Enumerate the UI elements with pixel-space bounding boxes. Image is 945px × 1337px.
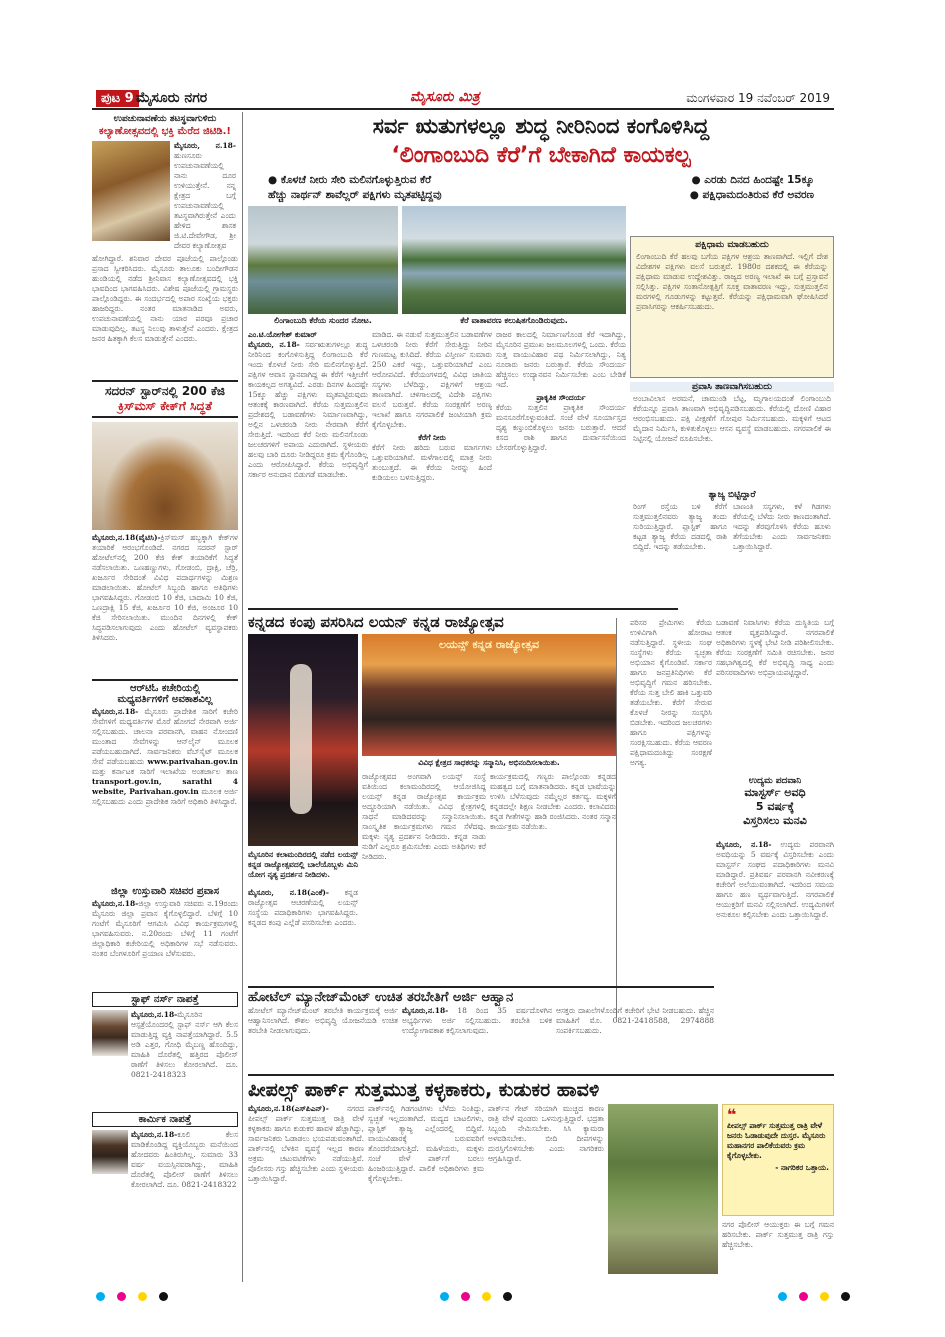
story1-headline: ಕಲ್ಯಾಣೋತ್ಸವದಲ್ಲಿ ಭಕ್ತಿ ಮೆರೆದ ಜಿಟಿಡಿ.! — [99, 126, 231, 137]
right-headline-a: ಮಾಸ್ಟರ್ಸ್ ಅವಧಿ — [744, 786, 806, 799]
lead-bullet-1: ಕೊಳಚೆ ನೀರು ಸೇರಿ ಮಲಿನಗೊಳ್ಳುತ್ತಿರುವ ಕೆರೆ — [280, 174, 432, 186]
lions-banner: ಲಯನ್ಸ್ ಕನ್ನಡ ರಾಜ್ಯೋತ್ಸವ — [438, 638, 540, 651]
sidebar-heading-2: ಪ್ರವಾಸಿ ತಾಣವಾಗಿಸಬಹುದು — [630, 382, 834, 392]
story4-dateline: ಮೈಸೂರು,ನ.18- — [92, 899, 139, 908]
story5-dateline: ಮೈಸೂರು,ನ.18- — [131, 1010, 178, 1019]
lead-bullet-3: ಹೆಚ್ಚು ನಾರ್ಥನ್ ಶಾವೆಲ್ಲರ್ ಪಕ್ಷಿಗಳು ಮೃತಪಟ್ಟಿದ್ದವು — [268, 189, 442, 201]
story2-headline-b: ಕ್ರಿಸ್‌ಮಸ್ ಕೇಕ್‌ಗೆ ಸಿದ್ಧತೆ — [118, 399, 212, 413]
lead-story: ಸರ್ವ ಋತುಗಳಲ್ಲೂ ಶುದ್ಧ ನೀರಿನಿಂದ ಕಂಗೊಳಿಸಿದ್ದ ‘ಲಿಂಗಾಂಬುದಿ ಕೆರೆ’ಗೆ ಬೇಕಾಗಿದೆ ಕಾಯಕಲ್ಪ ● ಕೊಳಚೆ ನೀರು ಸೇರಿ ಮಲಿನಗೊಳ್ಳುತ್ತಿರುವ ಕೆರೆ ● ಎರಡು ದಿನದ ಹಿಂದಷ್ಟೇ 15ಕ್ಕೂ ಹೆಚ್ಚು ನಾರ್ಥನ್ ಶಾವೆಲ್ಲರ್ ಪಕ್ಷಿಗಳು ಮೃತಪಟ್ಟಿದ್ದವು ● ಪಕ್ಷಿಧಾಮದಂತಿರುವ ಕೆರೆ ಅವರಣ — [248, 114, 834, 202]
issue-date: ಮಂಗಳವಾರ 19 ನವೆಂಬರ್ 2019 — [686, 91, 830, 105]
lions-group-photo — [362, 634, 616, 756]
dancer-figure — [290, 664, 312, 814]
kalyanotsava-photo — [92, 141, 170, 241]
christmas-cake-photo — [92, 422, 238, 530]
yellow-dot — [138, 1292, 147, 1301]
rajyotsava-dateline: ಮೈಸೂರು, ನ.18(ಎಂಕೆ)- — [248, 888, 330, 897]
hotel-headline: ಹೋಟೆಲ್ ಮ್ಯಾನೇಜ್‌ಮೆಂಟ್ ಉಚಿತ ತರಬೇತಿಗೆ ಅರ್ಜಿ ಆಹ್ವಾನ — [248, 986, 714, 1005]
lead-bullet-2: ಎರಡು ದಿನದ ಹಿಂದಷ್ಟೇ 15ಕ್ಕೂ — [704, 174, 814, 186]
lead-dateline: ಮೈಸೂರು, ನ.18- — [248, 340, 300, 349]
story1-kicker: ಉಪಚುನಾವಣೆಯ ತಟಸ್ಥವಾಗುಳಿದು — [113, 114, 217, 124]
registration-marks-right — [778, 1292, 850, 1301]
story2-dateline: ಮೈಸೂರು,ನ.18(ವೈಟಿಸಿ)- — [92, 533, 161, 542]
pull-quote: ಪೀಪಲ್ಸ್ ಪಾರ್ಕ್ ಸುತ್ತಮುತ್ತ ರಾತ್ರಿ ವೇಳೆ ಜನರು ಓಡಾಡುವುದೇ ದುಸ್ತರ. ಮೈಸೂರು ಮಹಾನಗರ ಪಾಲಿಕೆಯವರು ಕ್ರಮ ಕೈಗೊಳ್ಳಬೇಕು. — [727, 1121, 826, 1160]
dancer-photo — [248, 634, 358, 846]
sidebar-heading-3: ತ್ಯಾಜ್ಯ ಬಿಟ್ಟಿದ್ದಾರೆ — [708, 490, 756, 500]
right-headline-b: 5 ವರ್ಷಕ್ಕೆ — [755, 800, 795, 813]
black-dot — [841, 1292, 850, 1301]
right-dateline: ಮೈಸೂರು, ನ.18- — [716, 840, 772, 849]
right-headline-c: ವಿಸ್ತರಿಸಲು ಮನವಿ — [743, 814, 807, 827]
hotel-dateline: ಮೈಸೂರು,ನ.18- — [402, 1006, 449, 1015]
cyan-dot — [96, 1292, 105, 1301]
peoples-park-dateline: ಮೈಸೂರು,ನ.18(ಎಸ್‌ಪಿಎನ್)- — [248, 1104, 329, 1113]
page-header — [92, 88, 834, 110]
registration-marks-center — [440, 1292, 512, 1301]
dancer-caption: ಮೈಸೂರಿನ ಕಲಾಮಂದಿರದಲ್ಲಿ ನಡೆದ ಲಯನ್ಸ್ ಕನ್ನಡ ರಾಜ್ಯೋತ್ಸವದಲ್ಲಿ ಬಾಲೆಯೊಬ್ಬಳು ಮಿನಿ ಯೋಗ ನೃತ್ಯ ಪ್ರದರ್ಶನ ನೀಡಿದಳು. — [248, 850, 358, 879]
sidebar-box: ಪಕ್ಷಿಧಾಮ ಮಾಡಬಹುದು ಲಿಂಗಾಂಬುದಿ ಕೆರೆ ಹಲವು ಬಗೆಯ ಪಕ್ಷಿಗಳ ಆಶ್ರಯ ತಾಣವಾಗಿದೆ. ಇಲ್ಲಿಗೆ ದೇಶ ವಿದೇಶಗಳ ಪಕ್ಷಿಗಳು ವಲಸೆ ಬರುತ್ತವೆ. 1980ರ ದಶಕದಲ್ಲಿ ಈ ಕೆರೆಯನ್ನು ಪಕ್ಷಿಧಾಮ ಮಾಡುವ ಉದ್ದೇಶವಿತ್ತು. ರಾಜ್ಯದ ಅರಣ್ಯ ಇಲಾಖೆ ಈ ಬಗ್ಗೆ ಪ್ರಸ್ತಾವನೆ ಸಲ್ಲಿಸಿತ್ತು. ಪಕ್ಷಿಗಳ ಸಂತಾನೋತ್ಪತ್ತಿಗೆ ಸೂಕ್ತ ವಾತಾವರಣ ಇದ್ದು, ಸುತ್ತಮುತ್ತಲಿನ ಮರಗಳಲ್ಲಿ ಗೂಡುಗಳನ್ನು ಕಟ್ಟುತ್ತವೆ. ಕೆರೆಯನ್ನು ಪಕ್ಷಿಧಾಮವಾಗಿ ಘೋಷಿಸಿದರೆ ಪ್ರವಾಸಿಗರನ್ನು ಆಕರ್ಷಿಸಬಹುದು. — [630, 236, 834, 378]
peoples-park-photo — [608, 1104, 718, 1274]
story6-dateline: ಮೈಸೂರು,ನ.18- — [131, 1130, 178, 1139]
rajyotsava-headline: ಕನ್ನಡದ ಕಂಪು ಪಸರಿಸಿದ ಲಯನ್ ಕನ್ನಡ ರಾಜ್ಯೋತ್ಸವ — [248, 608, 678, 631]
page-number: ಪುಟ 9 — [96, 90, 139, 107]
lead-headline-1: ಸರ್ವ ಋತುಗಳಲ್ಲೂ ಶುದ್ಧ ನೀರಿನಿಂದ ಕಂಗೊಳಿಸಿದ್ದ — [372, 114, 710, 138]
story3-headline-b: ಮಧ್ಯವರ್ತಿಗಳಿಗೆ ಅವಕಾಶವಿಲ್ಲ — [117, 694, 213, 705]
lead-subhead-kerege: ಕೆರೆಗೆ ನೀರು — [418, 433, 446, 442]
right-kicker: ಉದ್ಯಮ ಪದವಾನಿ — [748, 776, 802, 786]
lake-photo-2-caption: ಕೆರೆ ವಾತಾವರಣ ಕಲುಷಿತಗೊಂಡಿರುವುದು. — [460, 316, 568, 325]
lake-photo-1-caption: ಲಿಂಗಾಂಬುದಿ ಕೆರೆಯ ಸುಂದರ ನೋಟ. — [274, 316, 372, 325]
masthead-logo: ಮೈಸೂರು ಮಿತ್ರ — [410, 89, 480, 105]
black-dot — [159, 1292, 168, 1301]
story3-dateline: ಮೈಸೂರು,ನ.18- — [92, 707, 145, 716]
cyan-dot — [778, 1292, 787, 1301]
peoples-park-headline: ಪೀಪಲ್ಸ್ ಪಾರ್ಕ್ ಸುತ್ತಮುತ್ತ ಕಳ್ಳಕಾಕರು, ಕುಡುಕರ ಹಾವಳಿ — [248, 1074, 834, 1101]
right-column-headline — [716, 776, 834, 828]
story5-headline: ಸ್ಟಾಫ್ ನರ್ಸ್ ನಾಪತ್ತೆ — [92, 992, 238, 1007]
missing-worker-photo — [92, 1130, 128, 1174]
story6-headline: ಕಾರ್ಮಿಕ ನಾಪತ್ತೆ — [92, 1112, 238, 1127]
pull-quote-box — [722, 1104, 834, 1216]
story3-headline-a: ಆರ್‌ಟಿಓ ಕಚೇರಿಯಲ್ಲಿ — [129, 683, 201, 694]
magenta-dot — [461, 1292, 470, 1301]
lake-photo-1 — [248, 206, 398, 314]
newspaper-page: ಪುಟ 9 ಮೈಸೂರು ನಗರ ಮೈಸೂರು ಮಿತ್ರ ಮಂಗಳವಾರ 19 ನವೆಂಬರ್ 2019 ಉಪಚುನಾವಣೆಯ ತಟಸ್ಥವಾಗುಳಿದು ಕಲ್ಯಾಣೋತ್ಸವದಲ್ಲಿ ಭಕ್ತಿ ಮೆರೆದ ಜಿಟಿಡಿ.! ಮೈಸೂರು, ನ.18-ಹುಣಸೂರು ಉಪಚುನಾವಣೆಯಲ್ಲಿ ನಾನು ದೂರ ಉಳಿಯುತ್ತೇನೆ. ನನ್ನ ಕ್ಷೇತ್ರದ ಬಗ್ಗೆ ಉಪಚುನಾವಣೆಯಲ್ಲಿ ತಟಸ್ಥವಾಗಿರುತ್ತೇನೆ ಎಂದು ಹೇಳಿದ ಶಾಸಕ ಜಿ.ಟಿ.ದೇವೇಗೌಡ, ಶ್ರೀ ದೇವರ ಕಲ್ಯಾಣೋತ್ಸವ ಹೋಗಿದ್ದಾರೆ. ಶನಿವಾರ ದೇವರ ಪೂಜೆಯಲ್ಲಿ ಪಾಲ್ಗೊಂಡು ಪ್ರಸಾದ ಸ್ವೀಕರಿಸಿದರು. ಮೈಸೂರು ತಾಲೂಕು ಬಂದೀಗೌಡನ ಹುಂಡಿಯಲ್ಲಿ ನಡೆದ ಶ್ರೀನಿವಾಸ ಕಲ್ಯಾಣೋತ್ಸವದಲ್ಲಿ ಭಕ್ತಿ ಭಾವದಿಂದ ಭಾಗವಹಿಸಿದರು. ವಿಶೇಷ ಪೂಜೆಯಲ್ಲಿ ಗ್ರಾಮಸ್ಥರು ಪಾಲ್ಗೊಂಡಿದ್ದರು. ಈ ಸಂದರ್ಭದಲ್ಲಿ ಅಪಾರ ಸಂಖ್ಯೆಯ ಭಕ್ತರು ಹಾಜರಿದ್ದರು. ನಂತರ ಮಾತನಾಡಿದ ಅವರು, ಉಪಚುನಾವಣೆಯಲ್ಲಿ ನಾನು ಯಾರ ಪರವೂ ಪ್ರಚಾರ ಮಾಡುವುದಿಲ್ಲ. ತಟಸ್ಥ ನಿಲುವು ತಾಳುತ್ತೇನೆ ಎಂದರು. ಕ್ಷೇತ್ರದ ಜನರ ಹಿತಕ್ಕಾಗಿ ಕೆಲಸ ಮಾಡುತ್ತೇನೆ ಎಂದರು. ಸದರನ್ ಸ್ಟಾರ್‌ನಲ್ಲಿ 200 ಕೆಜಿ ಕ್ರಿಸ್‌ಮಸ್ ಕೇಕ್‌ಗೆ ಸಿದ್ಧತೆ ಮೈಸೂರು,ನ.18(ವೈಟಿಸಿ)-ಕ್ರಿಸ್‌ಮಸ್ ಹಬ್ಬಕ್ಕಾಗಿ ಕೇಕ್‌ಗಳ ತಯಾರಿಕೆ ಆರಂಭಗೊಂಡಿದೆ. ನಗರದ ಸದರನ್ ಸ್ಟಾರ್ ಹೋಟೆಲ್‌ನಲ್ಲಿ 200 ಕೆಜಿ ಕೇಕ್ ತಯಾರಿಕೆಗೆ ಸಿದ್ಧತೆ ನಡೆಸಲಾಯಿತು. ಒಣಹಣ್ಣುಗಳು, ಗೋಡಂಬಿ, ದ್ರಾಕ್ಷಿ, ಚೆರ್ರಿ, ಖರ್ಜೂರ ಸೇರಿದಂತೆ ವಿವಿಧ ಪದಾರ್ಥಗಳನ್ನು ಮಿಶ್ರಣ ಮಾಡಲಾಯಿತು. ಹೋಟೆಲ್ ಸಿಬ್ಬಂದಿ ಹಾಗೂ ಅತಿಥಿಗಳು ಭಾಗವಹಿಸಿದ್ದರು. ಗೋಡಂಬಿ 10 ಕೆಜಿ, ಬಾದಾಮಿ 10 ಕೆಜಿ, ಒಣದ್ರಾಕ್ಷಿ 15 ಕೆಜಿ, ಖರ್ಜೂರ 10 ಕೆಜಿ, ಅಂಜೂರ 10 ಕೆಜಿ ಸೇರಿಸಲಾಯಿತು. ಮುಂದಿನ ದಿನಗಳಲ್ಲಿ ಕೇಕ್ ಸಿದ್ಧಪಡಿಸಲಾಗುವುದು ಎಂದು ಹೋಟೆಲ್ ವ್ಯವಸ್ಥಾಪಕರು ತಿಳಿಸಿದರು. ಆರ್‌ಟಿಓ ಕಚೇರಿಯಲ್ಲಿ ಮಧ್ಯವರ್ತಿಗಳಿಗೆ ಅವಕಾಶವಿಲ್ಲ ಮೈಸೂರು,ನ.18- ಮೈಸೂರು ಪ್ರಾದೇಶಿಕ ಸಾರಿಗೆ ಕಚೇರಿ ಸೇವೆಗಳಿಗೆ ಮಧ್ಯವರ್ತಿಗಳ ಮೊರೆ ಹೋಗದೆ ನೇರವಾಗಿ ಅರ್ಜಿ ಸಲ್ಲಿಸಬಹುದು. ಚಾಲನಾ ಪರವಾನಗಿ, ವಾಹನ ನೋಂದಣಿ ಮುಂತಾದ ಸೇವೆಗಳನ್ನು ಆನ್‌ಲೈನ್ ಮೂಲಕ ಪಡೆಯಬಹುದಾಗಿದೆ. ಸಾರ್ವಜನಿಕರು ವೆಬ್‌ಸೈಟ್ ಮೂಲಕ ಸೇವೆ ಪಡೆಯಬಹುದು www.parivahan.gov.in ಮತ್ತು ಕರ್ನಾಟಕ ಸಾರಿಗೆ ಇಲಾಖೆಯ ಅಂತರ್ಜಾಲ ತಾಣ transport.gov.in, sarathi 4 website, Parivahan.gov.in ಮೂಲಕ ಅರ್ಜಿ ಸಲ್ಲಿಸಬಹುದು ಎಂದು ಪ್ರಾದೇಶಿಕ ಸಾರಿಗೆ ಅಧಿಕಾರಿ ತಿಳಿಸಿದ್ದಾರೆ. ಜಿಲ್ಲಾ ಉಸ್ತುವಾರಿ ಸಚಿವರ ಪ್ರವಾಸ ಮೈಸೂರು,ನ.18-ಜಿಲ್ಲಾ ಉಸ್ತುವಾರಿ ಸಚಿವರು ನ.19ರಂದು ಮೈಸೂರು ಜಿಲ್ಲಾ ಪ್ರವಾಸ ಕೈಗೊಳ್ಳಲಿದ್ದಾರೆ. ಬೆಳಿಗ್ಗೆ 10 ಗಂಟೆಗೆ ಮೈಸೂರಿಗೆ ಆಗಮಿಸಿ ವಿವಿಧ ಕಾರ್ಯಕ್ರಮಗಳಲ್ಲಿ ಭಾಗವಹಿಸುವರು. ನ.20ರಂದು ಬೆಳಿಗ್ಗೆ 11 ಗಂಟೆಗೆ ಜಿಲ್ಲಾಧಿಕಾರಿ ಕಚೇರಿಯಲ್ಲಿ ಅಧಿಕಾರಿಗಳ ಸಭೆ ನಡೆಸುವರು. ನಂತರ ಬೆಂಗಳೂರಿಗೆ ಪ್ರಯಾಣ ಬೆಳೆಸುವರು. ಸ್ಟಾಫ್ ನರ್ಸ್ ನಾಪತ್ತೆ ಮೈಸೂರು,ನ.18-ಮೈಸೂರಿನ ಆಸ್ಪತ್ರೆಯೊಂದರಲ್ಲಿ ಸ್ಟಾಫ್ ನರ್ಸ್ ಆಗಿ ಕೆಲಸ ಮಾಡುತ್ತಿದ್ದ ವ್ಯಕ್ತಿ ನಾಪತ್ತೆಯಾಗಿದ್ದಾರೆ. 5.5 ಅಡಿ ಎತ್ತರ, ಗೋಧಿ ಮೈಬಣ್ಣ ಹೊಂದಿದ್ದು, ಮಾಹಿತಿ ದೊರೆತಲ್ಲಿ ಹತ್ತಿರದ ಪೊಲೀಸ್ ಠಾಣೆಗೆ ತಿಳಿಸಲು ಕೋರಲಾಗಿದೆ. ದೂ. 0821-2418323 ಕಾರ್ಮಿಕ ನಾಪತ್ತೆ ಮೈಸೂರು,ನ.18-ಕೂಲಿ ಕೆಲಸ ಮಾಡಿಕೊಂಡಿದ್ದ ವ್ಯಕ್ತಿಯೊಬ್ಬರು ಮನೆಯಿಂದ ಹೋದವರು ಹಿಂತಿರುಗಿಲ್ಲ. ಸುಮಾರು 33 ವರ್ಷ ವಯಸ್ಸಿನವರಾಗಿದ್ದು, ಮಾಹಿತಿ ದೊರೆತಲ್ಲಿ ಪೊಲೀಸ್ ಠಾಣೆಗೆ ತಿಳಿಸಲು ಕೋರಲಾಗಿದೆ. ದೂ. 0821-2418322 ಸರ್ವ ಋತುಗಳಲ್ಲೂ ಶುದ್ಧ ನೀರಿನಿಂದ ಕಂಗೊಳಿಸಿದ್ದ ‘ಲಿಂಗಾಂಬುದಿ ಕೆರೆ’ಗೆ ಬೇಕಾಗಿದೆ ಕಾಯಕಲ್ಪ ● ಕೊಳಚೆ ನೀರು ಸೇರಿ ಮಲಿನಗೊಳ್ಳುತ್ತಿರುವ ಕೆರೆ ● ಎರಡು ದಿನದ ಹಿಂದಷ್ಟೇ 15ಕ್ಕೂ ಹೆಚ್ಚು ನಾರ್ಥನ್ ಶಾವೆಲ್ಲರ್ ಪಕ್ಷಿಗಳು ಮೃತಪಟ್ಟಿದ್ದವು ● ಪಕ್ಷಿಧಾಮದಂತಿರುವ ಕೆರೆ ಅವರಣ ಲಿಂಗಾಂಬುದಿ ಕೆರೆಯ ಸುಂದರ ನೋಟ. ಕೆರೆ ವಾತಾವರಣ ಕಲುಷಿತಗೊಂಡಿರುವುದು. ಎಂ.ಟಿ.ಯೋಗೇಶ್ ಕುಮಾರ್ ಮೈಸೂರು, ನ.18- ಸರ್ವಋತುಗಳಲ್ಲೂ ಶುದ್ಧ ನೀರಿನಿಂದ ಕಂಗೊಳಿಸುತ್ತಿದ್ದ ಲಿಂಗಾಂಬುದಿ ಕೆರೆ ಇಂದು ಕೊಳಚೆ ನೀರು ಸೇರಿ ಮಲಿನಗೊಳ್ಳುತ್ತಿದೆ. ಪಕ್ಷಿಗಳ ಆವಾಸ ಸ್ಥಾನವಾಗಿದ್ದ ಈ ಕೆರೆಗೆ ಇತ್ತೀಚೆಗೆ ಕಾಯಕಲ್ಪದ ಅಗತ್ಯವಿದೆ. ಎರಡು ದಿನಗಳ ಹಿಂದಷ್ಟೇ 15ಕ್ಕೂ ಹೆಚ್ಚು ಪಕ್ಷಿಗಳು ಮೃತಪಟ್ಟಿರುವುದು ಆತಂಕಕ್ಕೆ ಕಾರಣವಾಗಿದೆ. ಕೆರೆಯ ಸುತ್ತಮುತ್ತಲಿನ ಪ್ರದೇಶದಲ್ಲಿ ಬಡಾವಣೆಗಳು ನಿರ್ಮಾಣವಾಗಿದ್ದು, ಅಲ್ಲಿನ ಒಳಚರಂಡಿ ನೀರು ನೇರವಾಗಿ ಕೆರೆಗೆ ಸೇರುತ್ತಿದೆ. ಇದರಿಂದ ಕೆರೆ ನೀರು ಮಲಿನಗೊಂಡು ಜಲಚರಗಳಿಗೆ ಅಪಾಯ ಎದುರಾಗಿದೆ. ಸ್ಥಳೀಯರು ಹಲವು ಬಾರಿ ದೂರು ನೀಡಿದ್ದರೂ ಕ್ರಮ ಕೈಗೊಂಡಿಲ್ಲ ಎಂದು ಆರೋಪಿಸಿದ್ದಾರೆ. ಕೆರೆಯ ಅಭಿವೃದ್ಧಿಗೆ ಸರ್ಕಾರ ಅನುದಾನ ಬಿಡುಗಡೆ ಮಾಡಬೇಕು. ಮಾಡಿದ. ಈ ನಡುವೆ ಸುತ್ತಮುತ್ತಲಿನ ಬಡಾವಣೆಗಳ ಒಳಚರಂಡಿ ನೀರು ಕೆರೆಗೆ ಸೇರುತ್ತಿದ್ದು ನೀರಿನ ಗುಣಮಟ್ಟ ಕುಸಿದಿದೆ. ಕೆರೆಯ ವಿಸ್ತೀರ್ಣ ಸುಮಾರು 250 ಎಕರೆ ಇದ್ದು, ಒತ್ತುವರಿಯಾಗಿದೆ ಎಂಬ ಆರೋಪವಿದೆ. ಕೆರೆಯಂಗಳದಲ್ಲಿ ವಿವಿಧ ಜಾತಿಯ ಸಸ್ಯಗಳು ಬೆಳೆದಿದ್ದು, ಪಕ್ಷಿಗಳಿಗೆ ಆಶ್ರಯ ತಾಣವಾಗಿದೆ. ಚಳಿಗಾಲದಲ್ಲಿ ವಿದೇಶಿ ಪಕ್ಷಿಗಳು ವಲಸೆ ಬರುತ್ತವೆ. ಕೆರೆಯ ಸಂರಕ್ಷಣೆಗೆ ಅರಣ್ಯ ಇಲಾಖೆ ಹಾಗೂ ನಗರಪಾಲಿಕೆ ಜಂಟಿಯಾಗಿ ಕ್ರಮ ಕೈಗೊಳ್ಳಬೇಕು. ಕೆರೆಗೆ ನೀರು ಕೆರೆಗೆ ನೀರು ಹರಿದು ಬರುವ ಮಾರ್ಗಗಳು ಒತ್ತುವರಿಯಾಗಿವೆ. ಮಳೆಗಾಲದಲ್ಲಿ ಮಾತ್ರ ನೀರು ತುಂಬುತ್ತದೆ. ಈ ಕೆರೆಯ ನೀರನ್ನು ಹಿಂದೆ ಕುಡಿಯಲು ಬಳಸುತ್ತಿದ್ದರು. ರಾಜರ ಕಾಲದಲ್ಲಿ ನಿರ್ಮಾಣಗೊಂಡ ಕೆರೆ ಇದಾಗಿದ್ದು, ಮೈಸೂರಿನ ಪ್ರಮುಖ ಜಲಮೂಲಗಳಲ್ಲಿ ಒಂದು. ಕೆರೆಯ ಸುತ್ತ ವಾಯುವಿಹಾರ ಪಥ ನಿರ್ಮಿಸಲಾಗಿದ್ದು, ನಿತ್ಯ ನೂರಾರು ಜನರು ಬರುತ್ತಾರೆ. ಕೆರೆಯ ಸೌಂದರ್ಯ ಹೆಚ್ಚಿಸಲು ಉದ್ಯಾನವನ ನಿರ್ಮಿಸಬೇಕು ಎಂಬ ಬೇಡಿಕೆ ಇದೆ. ಪ್ರಾಕೃತಿಕ ಸೌಂದರ್ಯ ಕೆರೆಯ ಸುತ್ತಲಿನ ಪ್ರಾಕೃತಿಕ ಸೌಂದರ್ಯ ಮನಸೂರೆಗೊಳ್ಳುವಂತಿದೆ. ಸಂಜೆ ವೇಳೆ ಸೂರ್ಯಾಸ್ತದ ದೃಶ್ಯ ಕಣ್ತುಂಬಿಕೊಳ್ಳಲು ಜನರು ಬರುತ್ತಾರೆ. ಆದರೆ ಕಸದ ರಾಶಿ ಹಾಗೂ ದುರ್ವಾಸನೆಯಿಂದ ಬೇಸರಗೊಳ್ಳುತ್ತಿದ್ದಾರೆ. ಪಕ್ಷಿಧಾಮ ಮಾಡಬಹುದು ಲಿಂಗಾಂಬುದಿ ಕೆರೆ ಹಲವು ಬಗೆಯ ಪಕ್ಷಿಗಳ ಆಶ್ರಯ ತಾಣವಾಗಿದೆ. ಇಲ್ಲಿಗೆ ದೇಶ ವಿದೇಶಗಳ ಪಕ್ಷಿಗಳು ವಲಸೆ ಬರುತ್ತವೆ. 1980ರ ದಶಕದಲ್ಲಿ ಈ ಕೆರೆಯನ್ನು ಪಕ್ಷಿಧಾಮ ಮಾಡುವ ಉದ್ದೇಶವಿತ್ತು. ರಾಜ್ಯದ ಅರಣ್ಯ ಇಲಾಖೆ ಈ ಬಗ್ಗೆ ಪ್ರಸ್ತಾವನೆ ಸಲ್ಲಿಸಿತ್ತು. ಪಕ್ಷಿಗಳ ಸಂತಾನೋತ್ಪತ್ತಿಗೆ ಸೂಕ್ತ ವಾತಾವರಣ ಇದ್ದು, ಸುತ್ತಮುತ್ತಲಿನ ಮರಗಳಲ್ಲಿ ಗೂಡುಗಳನ್ನು ಕಟ್ಟುತ್ತವೆ. ಕೆರೆಯನ್ನು ಪಕ್ಷಿಧಾಮವಾಗಿ ಘೋಷಿಸಿದರೆ ಪ್ರವಾಸಿಗರನ್ನು ಆಕರ್ಷಿಸಬಹುದು. ಪ್ರವಾಸಿ ತಾಣವಾಗಿಸಬಹುದು ಅಂಬಾವಿಲಾಸ ಅರಮನೆ, ಚಾಮುಂಡಿ ಬೆಟ್ಟ, ಮೃಗಾಲಯದಂತೆ ಲಿಂಗಾಂಬುದಿ ಕೆರೆಯನ್ನೂ ಪ್ರವಾಸಿ ತಾಣವಾಗಿ ಅಭಿವೃದ್ಧಿಪಡಿಸಬಹುದು. ಕೆರೆಯಲ್ಲಿ ದೋಣಿ ವಿಹಾರ ಆರಂಭಿಸಬಹುದು. ಪಕ್ಷಿ ವೀಕ್ಷಣೆಗೆ ಗೋಪುರ ನಿರ್ಮಿಸಬಹುದು. ಮಕ್ಕಳಿಗೆ ಆಟದ ಮೈದಾನ ನಿರ್ಮಿಸಿ, ಕುಳಿತುಕೊಳ್ಳಲು ಆಸನ ವ್ಯವಸ್ಥೆ ಮಾಡಬಹುದು. ನಗರಪಾಲಿಕೆ ಈ ನಿಟ್ಟಿನಲ್ಲಿ ಯೋಜನೆ ರೂಪಿಸಬೇಕು. ತ್ಯಾಜ್ಯ ಬಿಟ್ಟಿದ್ದಾರೆ ರಿಂಗ್ ರಸ್ತೆಯ ಬಳಿ ಕೆರೆಗೆ ಸುತ್ತಮುತ್ತಲಿನವರು ತ್ಯಾಜ್ಯ ತಂದು ಸುರಿಯುತ್ತಿದ್ದಾರೆ. ಪ್ಲಾಸ್ಟಿಕ್ ಹಾಗೂ ಕಟ್ಟಡ ತ್ಯಾಜ್ಯ ಕೆರೆಯ ದಡದಲ್ಲಿ ರಾಶಿ ಬಿದ್ದಿದೆ. ಇದನ್ನು ತಡೆಯಬೇಕು. ಬಾಣಂತಿ ಸಸ್ಯಗಳು, ಕಳೆ ಗಿಡಗಳು ಕೆರೆಯಲ್ಲಿ ಬೆಳೆದು ನೀರು ಕಾಣದಂತಾಗಿದೆ. ಇದನ್ನು ತೆರವುಗೊಳಿಸಿ ಕೆರೆಯ ಹೂಳು ತೆಗೆಯಬೇಕು ಎಂದು ಸಾರ್ವಜನಿಕರು ಒತ್ತಾಯಿಸಿದ್ದಾರೆ. ಕನ್ನಡದ ಕಂಪು ಪಸರಿಸಿದ ಲಯನ್ ಕನ್ನಡ ರಾಜ್ಯೋತ್ಸವ ಮೈಸೂರಿನ ಕಲಾಮಂದಿರದಲ್ಲಿ ನಡೆದ ಲಯನ್ಸ್ ಕನ್ನಡ ರಾಜ್ಯೋತ್ಸವದಲ್ಲಿ ಬಾಲೆಯೊಬ್ಬಳು ಮಿನಿ ಯೋಗ ನೃತ್ಯ ಪ್ರದರ್ಶನ ನೀಡಿದಳು. ಲಯನ್ಸ್ ಕನ್ನಡ ರಾಜ್ಯೋತ್ಸವ ವಿವಿಧ ಕ್ಷೇತ್ರದ ಸಾಧಕರನ್ನು ಸನ್ಮಾನಿಸಿ, ಅಭಿನಂದಿಸಲಾಯಿತು. ರಾಜ್ಯೋತ್ಸವದ ಅಂಗವಾಗಿ ಲಯನ್ಸ್ ಸಂಸ್ಥೆ ವತಿಯಿಂದ ಕಲಾಮಂದಿರದಲ್ಲಿ ಆಯೋಜಿಸಿದ್ದ ಲಯನ್ಸ್ ಕನ್ನಡ ರಾಜ್ಯೋತ್ಸವ ಕಾರ್ಯಕ್ರಮ ಅದ್ದೂರಿಯಾಗಿ ನಡೆಯಿತು. ವಿವಿಧ ಕ್ಷೇತ್ರಗಳಲ್ಲಿ ಸಾಧನೆ ಮಾಡಿದವರನ್ನು ಸನ್ಮಾನಿಸಲಾಯಿತು. ಸಾಂಸ್ಕೃತಿಕ ಕಾರ್ಯಕ್ರಮಗಳು ಗಮನ ಸೆಳೆದವು. ಮಕ್ಕಳು ನೃತ್ಯ ಪ್ರದರ್ಶನ ನೀಡಿದರು. ಕನ್ನಡ ನಾಡು ನುಡಿಗೆ ಎಲ್ಲರೂ ಶ್ರಮಿಸಬೇಕು ಎಂದು ಅತಿಥಿಗಳು ಕರೆ ನೀಡಿದರು. ಕಾರ್ಯಕ್ರಮದಲ್ಲಿ ಗಣ್ಯರು ಪಾಲ್ಗೊಂಡು ಕನ್ನಡದ ಮಹತ್ವದ ಬಗ್ಗೆ ಮಾತನಾಡಿದರು. ಕನ್ನಡ ಭಾಷೆಯನ್ನು ಉಳಿಸಿ ಬೆಳೆಸುವುದು ನಮ್ಮೆಲ್ಲರ ಕರ್ತವ್ಯ. ಮಕ್ಕಳಿಗೆ ಕನ್ನಡದಲ್ಲೇ ಶಿಕ್ಷಣ ನೀಡಬೇಕು ಎಂದರು. ಕಲಾವಿದರು ಕನ್ನಡ ಗೀತೆಗಳನ್ನು ಹಾಡಿ ರಂಜಿಸಿದರು. ನಂತರ ಸನ್ಮಾನ ಕಾರ್ಯಕ್ರಮ ನಡೆಯಿತು. ಮೈಸೂರು, ನ.18(ಎಂಕೆ)- ಕನ್ನಡ ರಾಜ್ಯೋತ್ಸವ ಆಚರಣೆಯಲ್ಲಿ ಲಯನ್ಸ್ ಸಂಸ್ಥೆಯ ಪದಾಧಿಕಾರಿಗಳು ಭಾಗವಹಿಸಿದ್ದರು. ಕನ್ನಡದ ಕಂಪು ಎಲ್ಲೆಡೆ ಪಸರಿಸಬೇಕು ಎಂದರು. ಪರಿಸರ ಪ್ರೇಮಿಗಳು ಕೆರೆಯ ಉಳಿವಿಗಾಗಿ ಹೋರಾಟ ನಡೆಸುತ್ತಿದ್ದಾರೆ. ಸ್ಥಳೀಯ ಸಂಘ ಸಂಸ್ಥೆಗಳು ಕೆರೆಯ ಸ್ವಚ್ಛತಾ ಅಭಿಯಾನ ಕೈಗೊಂಡಿವೆ. ಸರ್ಕಾರ ಹಾಗೂ ಜನಪ್ರತಿನಿಧಿಗಳು ಕೆರೆ ಅಭಿವೃದ್ಧಿಗೆ ಗಮನ ಹರಿಸಬೇಕು. ಕೆರೆಯ ಸುತ್ತ ಬೇಲಿ ಹಾಕಿ ಒತ್ತುವರಿ ತಡೆಯಬೇಕು. ಕೆರೆಗೆ ಸೇರುವ ಕೊಳಚೆ ನೀರನ್ನು ಸಂಸ್ಕರಿಸಿ ಬಿಡಬೇಕು. ಇದರಿಂದ ಜಲಚರಗಳು ಹಾಗೂ ಪಕ್ಷಿಗಳನ್ನು ಸಂರಕ್ಷಿಸಬಹುದು. ಕೆರೆಯ ಆವರಣ ಪಕ್ಷಿಧಾಮದಂತಿದ್ದು ಸಂರಕ್ಷಣೆ ಅಗತ್ಯ. ಬಡಾವಣೆ ನಿವಾಸಿಗಳು ಕೆರೆಯ ದುಸ್ಥಿತಿಯ ಬಗ್ಗೆ ಆತಂಕ ವ್ಯಕ್ತಪಡಿಸಿದ್ದಾರೆ. ನಗರಪಾಲಿಕೆ ಅಧಿಕಾರಿಗಳು ಸ್ಥಳಕ್ಕೆ ಭೇಟಿ ನೀಡಿ ಪರಿಶೀಲಿಸಬೇಕು. ಕೆರೆಯ ಸಂರಕ್ಷಣೆಗೆ ಸಮಿತಿ ರಚಿಸಬೇಕು. ಜನರ ಸಹಭಾಗಿತ್ವದಲ್ಲಿ ಕೆರೆ ಅಭಿವೃದ್ಧಿ ಸಾಧ್ಯ ಎಂದು ಪರಿಸರವಾದಿಗಳು ಅಭಿಪ್ರಾಯಪಟ್ಟಿದ್ದಾರೆ. ಉದ್ಯಮ ಪದವಾನಿ ಮಾಸ್ಟರ್ಸ್ ಅವಧಿ 5 ವರ್ಷಕ್ಕೆ ವಿಸ್ತರಿಸಲು ಮನವಿ ಮೈಸೂರು, ನ.18- ಉದ್ಯಮ ಪರವಾನಗಿ ಅವಧಿಯನ್ನು 5 ವರ್ಷಕ್ಕೆ ವಿಸ್ತರಿಸಬೇಕು ಎಂದು ಮಾಸ್ಟರ್ಸ್ ಸಂಘದ ಪದಾಧಿಕಾರಿಗಳು ಮನವಿ ಮಾಡಿದ್ದಾರೆ. ಪ್ರತಿವರ್ಷ ಪರವಾನಗಿ ನವೀಕರಣಕ್ಕೆ ಕಚೇರಿಗೆ ಅಲೆಯುವಂತಾಗಿದೆ. ಇದರಿಂದ ಸಮಯ ಹಾಗೂ ಹಣ ವ್ಯರ್ಥವಾಗುತ್ತಿದೆ. ನಗರಪಾಲಿಕೆ ಆಯುಕ್ತರಿಗೆ ಮನವಿ ಸಲ್ಲಿಸಲಾಗಿದೆ. ಉದ್ಯಮಿಗಳಿಗೆ ಅನುಕೂಲ ಕಲ್ಪಿಸಬೇಕು ಎಂದು ಒತ್ತಾಯಿಸಿದ್ದಾರೆ. ಹೋಟೆಲ್ ಮ್ಯಾನೇಜ್‌ಮೆಂಟ್ ಉಚಿತ ತರಬೇತಿಗೆ ಅರ್ಜಿ ಆಹ್ವಾನ ಹೋಟೆಲ್ ಮ್ಯಾನೇಜ್‌ಮೆಂಟ್ ತರಬೇತಿ ಕಾರ್ಯಕ್ರಮಕ್ಕೆ ಅರ್ಜಿ ಆಹ್ವಾನಿಸಲಾಗಿದೆ. ಕೌಶಲ ಅಭಿವೃದ್ಧಿ ಯೋಜನೆಯಡಿ ಉಚಿತ ತರಬೇತಿ ನೀಡಲಾಗುವುದು. ಮೈಸೂರು,ನ.18- 18 ರಿಂದ 35 ವರ್ಷದೊಳಗಿನ ಅಭ್ಯರ್ಥಿಗಳು ಅರ್ಜಿ ಸಲ್ಲಿಸಬಹುದು. ತರಬೇತಿ ಬಳಿಕ ಉದ್ಯೋಗಾವಕಾಶ ಕಲ್ಪಿಸಲಾಗುವುದು. ಆಸಕ್ತರು ದಾಖಲೆಗಳೊಂದಿಗೆ ಕಚೇರಿಗೆ ಭೇಟಿ ನೀಡಬಹುದು. ಹೆಚ್ಚಿನ ಮಾಹಿತಿಗೆ ಮೊ. 0821-2418588, 2974888 ಸಂಪರ್ಕಿಸಬಹುದು. ಪೀಪಲ್ಸ್ ಪಾರ್ಕ್ ಸುತ್ತಮುತ್ತ ಕಳ್ಳಕಾಕರು, ಕುಡುಕರ ಹಾವಳಿ ಮೈಸೂರು,ನ.18(ಎಸ್‌ಪಿಎನ್)- ನಗರದ ಪೀಪಲ್ಸ್ ಪಾರ್ಕ್ ಸುತ್ತಮುತ್ತ ರಾತ್ರಿ ವೇಳೆ ಕಳ್ಳಕಾಕರು ಹಾಗೂ ಕುಡುಕರ ಹಾವಳಿ ಹೆಚ್ಚಾಗಿದ್ದು, ಸಾರ್ವಜನಿಕರು ಓಡಾಡಲು ಭಯಪಡುವಂತಾಗಿದೆ. ಪಾರ್ಕ್‌ನಲ್ಲಿ ಬೆಳಕಿನ ವ್ಯವಸ್ಥೆ ಇಲ್ಲದ ಕಾರಣ ಅಕ್ರಮ ಚಟುವಟಿಕೆಗಳು ನಡೆಯುತ್ತಿವೆ. ಪೊಲೀಸರು ಗಸ್ತು ಹೆಚ್ಚಿಸಬೇಕು ಎಂದು ಸ್ಥಳೀಯರು ಒತ್ತಾಯಿಸಿದ್ದಾರೆ. ಪಾರ್ಕ್‌ನಲ್ಲಿ ಗಿಡಗಂಟಿಗಳು ಬೆಳೆದು ನಿಂತಿದ್ದು, ಸ್ವಚ್ಛತೆ ಇಲ್ಲದಂತಾಗಿದೆ. ಮದ್ಯದ ಬಾಟಲಿಗಳು, ಪ್ಲಾಸ್ಟಿಕ್ ತ್ಯಾಜ್ಯ ಎಲ್ಲೆಂದರಲ್ಲಿ ಬಿದ್ದಿವೆ. ವಾಯುವಿಹಾರಕ್ಕೆ ಬರುವವರಿಗೆ ತೊಂದರೆಯಾಗುತ್ತಿದೆ. ಮಹಿಳೆಯರು, ಮಕ್ಕಳು ಸಂಜೆ ವೇಳೆ ಪಾರ್ಕ್‌ಗೆ ಬರಲು ಹಿಂಜರಿಯುತ್ತಿದ್ದಾರೆ. ಪಾಲಿಕೆ ಅಧಿಕಾರಿಗಳು ಕ್ರಮ ಕೈಗೊಳ್ಳಬೇಕು. ಪಾರ್ಕ್‌ನ ಗೇಟ್ ಸರಿಯಾಗಿ ಮುಚ್ಚದ ಕಾರಣ ರಾತ್ರಿ ವೇಳೆ ಪುಂಡರು ಒಳನುಗ್ಗುತ್ತಿದ್ದಾರೆ. ಭದ್ರತಾ ಸಿಬ್ಬಂದಿ ನೇಮಿಸಬೇಕು. ಸಿಸಿ ಕ್ಯಾಮರಾ ಅಳವಡಿಸಬೇಕು. ಬೀದಿ ದೀಪಗಳನ್ನು ದುರಸ್ತಿಗೊಳಿಸಬೇಕು ಎಂದು ನಾಗರಿಕರು ಆಗ್ರಹಿಸಿದ್ದಾರೆ. ❝ ಪೀಪಲ್ಸ್ ಪಾರ್ಕ್ ಸುತ್ತಮುತ್ತ ರಾತ್ರಿ ವೇಳೆ ಜನರು ಓಡಾಡುವುದೇ ದುಸ್ತರ. ಮೈಸೂರು ಮಹಾನಗರ ಪಾಲಿಕೆಯವರು ಕ್ರಮ ಕೈಗೊಳ್ಳಬೇಕು. - ನಾಗರಿಕರ ಒತ್ತಾಯ. ನಗರ ಪೊಲೀಸ್ ಆಯುಕ್ತರು ಈ ಬಗ್ಗೆ ಗಮನ ಹರಿಸಬೇಕು. ಪಾರ್ಕ್ ಸುತ್ತಮುತ್ತ ರಾತ್ರಿ ಗಸ್ತು ಹೆಚ್ಚಿಸಬೇಕು. — [92, 88, 834, 1283]
quote-mark-icon: ❝ — [727, 1105, 737, 1124]
pull-quote-by: - ನಾಗರಿಕರ ಒತ್ತಾಯ. — [775, 1163, 829, 1172]
yellow-dot — [820, 1292, 829, 1301]
lake-photo-2 — [402, 206, 626, 314]
left-column: ಉಪಚುನಾವಣೆಯ ತಟಸ್ಥವಾಗುಳಿದು ಕಲ್ಯಾಣೋತ್ಸವದಲ್ಲಿ ಭಕ್ತಿ ಮೆರೆದ ಜಿಟಿಡಿ.! ಮೈಸೂರು, ನ.18-ಹುಣಸೂರು ಉಪಚುನಾವಣೆಯಲ್ಲಿ ನಾನು ದೂರ ಉಳಿಯುತ್ತೇನೆ. ನನ್ನ ಕ್ಷೇತ್ರದ ಬಗ್ಗೆ ಉಪಚುನಾವಣೆಯಲ್ಲಿ ತಟಸ್ಥವಾಗಿರುತ್ತೇನೆ ಎಂದು ಹೇಳಿದ ಶಾಸಕ ಜಿ.ಟಿ.ದೇವೇಗೌಡ, ಶ್ರೀ ದೇವರ ಕಲ್ಯಾಣೋತ್ಸವ ಹೋಗಿದ್ದಾರೆ. ಶನಿವಾರ ದೇವರ ಪೂಜೆಯಲ್ಲಿ ಪಾಲ್ಗೊಂಡು ಪ್ರಸಾದ ಸ್ವೀಕರಿಸಿದರು. ಮೈಸೂರು ತಾಲೂಕು ಬಂದೀಗೌಡನ ಹುಂಡಿಯಲ್ಲಿ ನಡೆದ ಶ್ರೀನಿವಾಸ ಕಲ್ಯಾಣೋತ್ಸವದಲ್ಲಿ ಭಕ್ತಿ ಭಾವದಿಂದ ಭಾಗವಹಿಸಿದರು. ವಿಶೇಷ ಪೂಜೆಯಲ್ಲಿ ಗ್ರಾಮಸ್ಥರು ಪಾಲ್ಗೊಂಡಿದ್ದರು. ಈ ಸಂದರ್ಭದಲ್ಲಿ ಅಪಾರ ಸಂಖ್ಯೆಯ ಭಕ್ತರು ಹಾಜರಿದ್ದರು. ನಂತರ ಮಾತನಾಡಿದ ಅವರು, ಉಪಚುನಾವಣೆಯಲ್ಲಿ ನಾನು ಯಾರ ಪರವೂ ಪ್ರಚಾರ ಮಾಡುವುದಿಲ್ಲ. ತಟಸ್ಥ ನಿಲುವು ತಾಳುತ್ತೇನೆ ಎಂದರು. ಕ್ಷೇತ್ರದ ಜನರ ಹಿತಕ್ಕಾಗಿ ಕೆಲಸ ಮಾಡುತ್ತೇನೆ ಎಂದರು. ಸದರನ್ ಸ್ಟಾರ್‌ನಲ್ಲಿ 200 ಕೆಜಿ ಕ್ರಿಸ್‌ಮಸ್ ಕೇಕ್‌ಗೆ ಸಿದ್ಧತೆ ಮೈಸೂರು,ನ.18(ವೈಟಿಸಿ)-ಕ್ರಿಸ್‌ಮಸ್ ಹಬ್ಬಕ್ಕಾಗಿ ಕೇಕ್‌ಗಳ ತಯಾರಿಕೆ ಆರಂಭಗೊಂಡಿದೆ. ನಗರದ ಸದರನ್ ಸ್ಟಾರ್ ಹೋಟೆಲ್‌ನಲ್ಲಿ 200 ಕೆಜಿ ಕೇಕ್ ತಯಾರಿಕೆಗೆ ಸಿದ್ಧತೆ ನಡೆಸಲಾಯಿತು. ಒಣಹಣ್ಣುಗಳು, ಗೋಡಂಬಿ, ದ್ರಾಕ್ಷಿ, ಚೆರ್ರಿ, ಖರ್ಜೂರ ಸೇರಿದಂತೆ ವಿವಿಧ ಪದಾರ್ಥಗಳನ್ನು ಮಿಶ್ರಣ ಮಾಡಲಾಯಿತು. ಹೋಟೆಲ್ ಸಿಬ್ಬಂದಿ ಹಾಗೂ ಅತಿಥಿಗಳು ಭಾಗವಹಿಸಿದ್ದರು. ಗೋಡಂಬಿ 10 ಕೆಜಿ, ಬಾದಾಮಿ 10 ಕೆಜಿ, ಒಣದ್ರಾಕ್ಷಿ 15 ಕೆಜಿ, ಖರ್ಜೂರ 10 ಕೆಜಿ, ಅಂಜೂರ 10 ಕೆಜಿ ಸೇರಿಸಲಾಯಿತು. ಮುಂದಿನ ದಿನಗಳಲ್ಲಿ ಕೇಕ್ ಸಿದ್ಧಪಡಿಸಲಾಗುವುದು ಎಂದು ಹೋಟೆಲ್ ವ್ಯವಸ್ಥಾಪಕರು ತಿಳಿಸಿದರು. ಆರ್‌ಟಿಓ ಕಚೇರಿಯಲ್ಲಿ ಮಧ್ಯವರ್ತಿಗಳಿಗೆ ಅವಕಾಶವಿಲ್ಲ ಮೈಸೂರು,ನ.18- ಮೈಸೂರು ಪ್ರಾದೇಶಿಕ ಸಾರಿಗೆ ಕಚೇರಿ ಸೇವೆಗಳಿಗೆ ಮಧ್ಯವರ್ತಿಗಳ ಮೊರೆ ಹೋಗದೆ ನೇರವಾಗಿ ಅರ್ಜಿ ಸಲ್ಲಿಸಬಹುದು. ಚಾಲನಾ ಪರವಾನಗಿ, ವಾಹನ ನೋಂದಣಿ ಮುಂತಾದ ಸೇವೆಗಳನ್ನು ಆನ್‌ಲೈನ್ ಮೂಲಕ ಪಡೆಯಬಹುದಾಗಿದೆ. ಸಾರ್ವಜನಿಕರು ವೆಬ್‌ಸೈಟ್ ಮೂಲಕ ಸೇವೆ ಪಡೆಯಬಹುದು www.parivahan.gov.in ಮತ್ತು ಕರ್ನಾಟಕ ಸಾರಿಗೆ ಇಲಾಖೆಯ ಅಂತರ್ಜಾಲ ತಾಣ transport.gov.in, sarathi 4 website, Parivahan.gov.in ಮೂಲಕ ಅರ್ಜಿ ಸಲ್ಲಿಸಬಹುದು ಎಂದು ಪ್ರಾದೇಶಿಕ ಸಾರಿಗೆ ಅಧಿಕಾರಿ ತಿಳಿಸಿದ್ದಾರೆ. ಜಿಲ್ಲಾ ಉಸ್ತುವಾರಿ ಸಚಿವರ ಪ್ರವಾಸ ಮೈಸೂರು,ನ.18-ಜಿಲ್ಲಾ ಉಸ್ತುವಾರಿ ಸಚಿವರು ನ.19ರಂದು ಮೈಸೂರು ಜಿಲ್ಲಾ ಪ್ರವಾಸ ಕೈಗೊಳ್ಳಲಿದ್ದಾರೆ. ಬೆಳಿಗ್ಗೆ 10 ಗಂಟೆಗೆ ಮೈಸೂರಿಗೆ ಆಗಮಿಸಿ ವಿವಿಧ ಕಾರ್ಯಕ್ರಮಗಳಲ್ಲಿ ಭಾಗವಹಿಸುವರು. ನ.20ರಂದು ಬೆಳಿಗ್ಗೆ 11 ಗಂಟೆಗೆ ಜಿಲ್ಲಾಧಿಕಾರಿ ಕಚೇರಿಯಲ್ಲಿ ಅಧಿಕಾರಿಗಳ ಸಭೆ ನಡೆಸುವರು. ನಂತರ ಬೆಂಗಳೂರಿಗೆ ಪ್ರಯಾಣ ಬೆಳೆಸುವರು. ಸ್ಟಾಫ್ ನರ್ಸ್ ನಾಪತ್ತೆ ಮೈಸೂರು,ನ.18-ಮೈಸೂರಿನ ಆಸ್ಪತ್ರೆಯೊಂದರಲ್ಲಿ ಸ್ಟಾಫ್ ನರ್ಸ್ ಆಗಿ ಕೆಲಸ ಮಾಡುತ್ತಿದ್ದ ವ್ಯಕ್ತಿ ನಾಪತ್ತೆಯಾಗಿದ್ದಾರೆ. 5.5 ಅಡಿ ಎತ್ತರ, ಗೋಧಿ ಮೈಬಣ್ಣ ಹೊಂದಿದ್ದು, ಮಾಹಿತಿ ದೊರೆತಲ್ಲಿ ಹತ್ತಿರದ ಪೊಲೀಸ್ ಠಾಣೆಗೆ ತಿಳಿಸಲು ಕೋರಲಾಗಿದೆ. ದೂ. 0821-2418323 ಕಾರ್ಮಿಕ ನಾಪತ್ತೆ ಮೈಸೂರು,ನ.18-ಕೂಲಿ ಕೆಲಸ ಮಾಡಿಕೊಂಡಿದ್ದ ವ್ಯಕ್ತಿಯೊಬ್ಬರು ಮನೆಯಿಂದ ಹೋದವರು ಹಿಂತಿರುಗಿಲ್ಲ. ಸುಮಾರು 33 ವರ್ಷ ವಯಸ್ಸಿನವರಾಗಿದ್ದು, ಮಾಹಿತಿ ದೊರೆತಲ್ಲಿ ಪೊಲೀಸ್ ಠಾಣೆಗೆ ತಿಳಿಸಲು ಕೋರಲಾಗಿದೆ. ದೂ. 0821-2418322 — [92, 114, 238, 1189]
lead-headline-2: ‘ಲಿಂಗಾಂಬುದಿ ಕೆರೆ’ಗೆ ಬೇಕಾಗಿದೆ ಕಾಯಕಲ್ಪ — [391, 143, 691, 168]
yellow-dot — [482, 1292, 491, 1301]
lions-group-caption: ವಿವಿಧ ಕ್ಷೇತ್ರದ ಸಾಧಕರನ್ನು ಸನ್ಮಾನಿಸಿ, ಅಭಿನಂದಿಸಲಾಯಿತು. — [418, 758, 560, 767]
missing-nurse-photo — [92, 1010, 128, 1056]
registration-marks-left — [96, 1292, 168, 1301]
lead-subhead-prakruti: ಪ್ರಾಕೃತಿಕ ಸೌಂದರ್ಯ — [536, 393, 586, 402]
cyan-dot — [440, 1292, 449, 1301]
section-title: ಮೈಸೂರು ನಗರ — [136, 90, 208, 106]
story2-headline-a: ಸದರನ್ ಸ್ಟಾರ್‌ನಲ್ಲಿ 200 ಕೆಜಿ — [104, 384, 225, 398]
magenta-dot — [799, 1292, 808, 1301]
lead-bullet-4: ಪಕ್ಷಿಧಾಮದಂತಿರುವ ಕೆರೆ ಅವರಣ — [702, 189, 814, 201]
column-divider — [242, 112, 243, 1282]
story3-link-a: www.parivahan.gov.in — [147, 757, 238, 766]
sidebar-heading-1: ಪಕ್ಷಿಧಾಮ ಮಾಡಬಹುದು — [695, 240, 769, 250]
black-dot — [503, 1292, 512, 1301]
magenta-dot — [117, 1292, 126, 1301]
column-divider — [616, 618, 617, 1018]
story1-dateline: ಮೈಸೂರು, ನ.18- — [174, 141, 236, 150]
lead-byline: ಎಂ.ಟಿ.ಯೋಗೇಶ್ ಕುಮಾರ್ — [248, 330, 317, 339]
story3-link-b: transport.gov.in, sarathi 4 website, Parivahan.gov.in — [92, 777, 238, 796]
story4-headline: ಜಿಲ್ಲಾ ಉಸ್ತುವಾರಿ ಸಚಿವರ ಪ್ರವಾಸ — [110, 886, 220, 897]
